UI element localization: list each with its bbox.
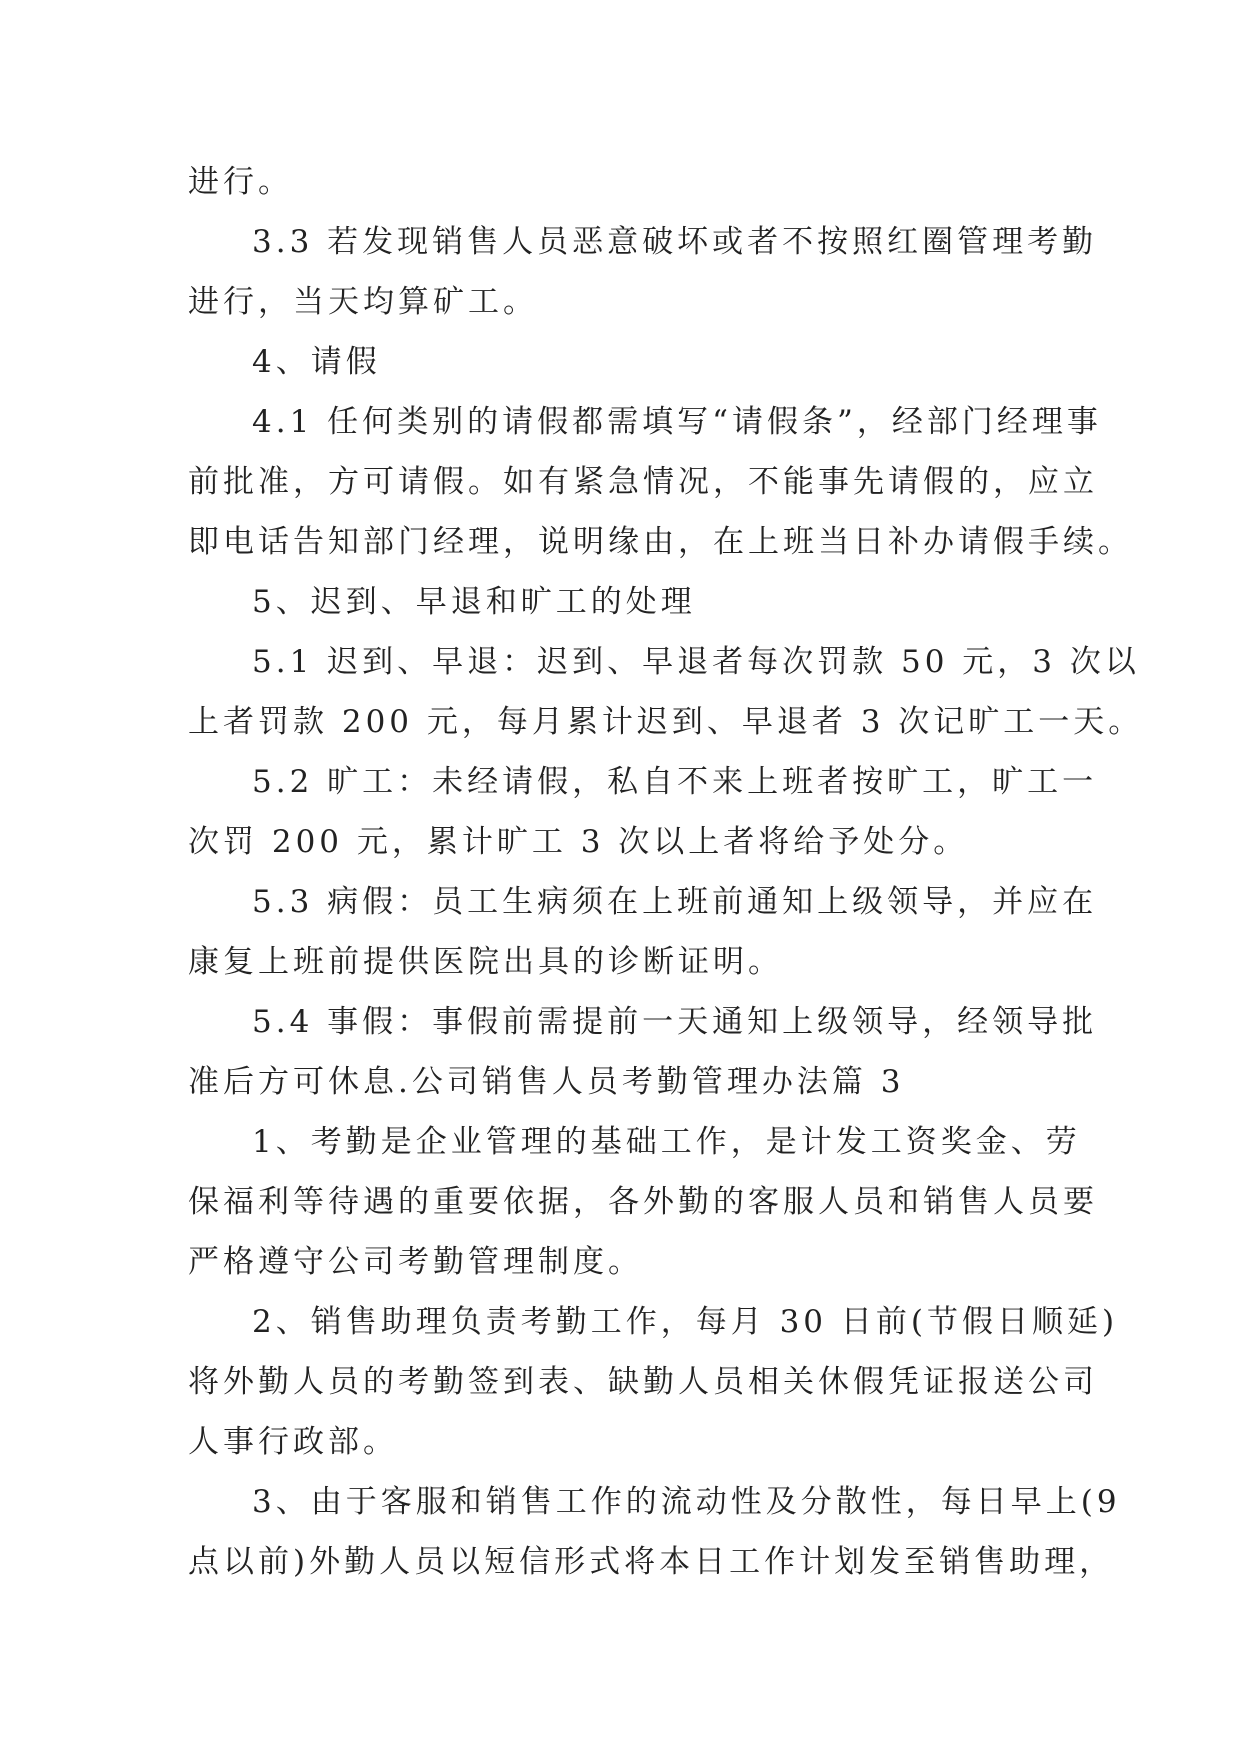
- text-line: 前批准，方可请假。如有紧急情况，不能事先请假的，应立: [188, 464, 1098, 500]
- text-line: 5.1 迟到、早退：迟到、早退者每次罚款 50 元，3 次以: [252, 644, 1140, 680]
- text-line: 上者罚款 200 元，每月累计迟到、早退者 3 次记旷工一天。: [188, 704, 1144, 740]
- section-heading: 4、请假: [252, 344, 381, 380]
- text-line: 点以前)外勤人员以短信形式将本日工作计划发至销售助理，: [188, 1544, 1115, 1580]
- text-line: 2、销售助理负责考勤工作，每月 30 日前(节假日顺延): [252, 1304, 1119, 1340]
- text-line: 3、由于客服和销售工作的流动性及分散性，每日早上(9: [252, 1484, 1121, 1520]
- text-line: 即电话告知部门经理，说明缘由，在上班当日补办请假手续。: [188, 524, 1133, 560]
- section-heading: 5、迟到、早退和旷工的处理: [252, 584, 696, 620]
- text-line: 进行，当天均算矿工。: [188, 284, 538, 320]
- text-line: 4.1 任何类别的请假都需填写“请假条”，经部门经理事: [252, 404, 1102, 440]
- text-line: 1、考勤是企业管理的基础工作，是计发工资奖金、劳: [252, 1124, 1081, 1160]
- text-line: 次罚 200 元，累计旷工 3 次以上者将给予处分。: [188, 824, 969, 860]
- text-line: 3.3 若发现销售人员恶意破坏或者不按照红圈管理考勤: [252, 224, 1098, 260]
- text-line: 将外勤人员的考勤签到表、缺勤人员相关休假凭证报送公司: [188, 1364, 1098, 1400]
- text-line: 保福利等待遇的重要依据，各外勤的客服人员和销售人员要: [188, 1184, 1098, 1220]
- text-line: 进行。: [188, 164, 293, 200]
- text-line: 严格遵守公司考勤管理制度。: [188, 1244, 643, 1280]
- text-line: 5.2 旷工：未经请假，私自不来上班者按旷工，旷工一: [252, 764, 1098, 800]
- text-line: 准后方可休息.公司销售人员考勤管理办法篇 3: [188, 1064, 905, 1100]
- text-line: 康复上班前提供医院出具的诊断证明。: [188, 944, 783, 980]
- text-line: 人事行政部。: [188, 1424, 398, 1460]
- text-line: 5.3 病假：员工生病须在上班前通知上级领导，并应在: [252, 884, 1098, 920]
- text-line: 5.4 事假：事假前需提前一天通知上级领导，经领导批: [252, 1004, 1098, 1040]
